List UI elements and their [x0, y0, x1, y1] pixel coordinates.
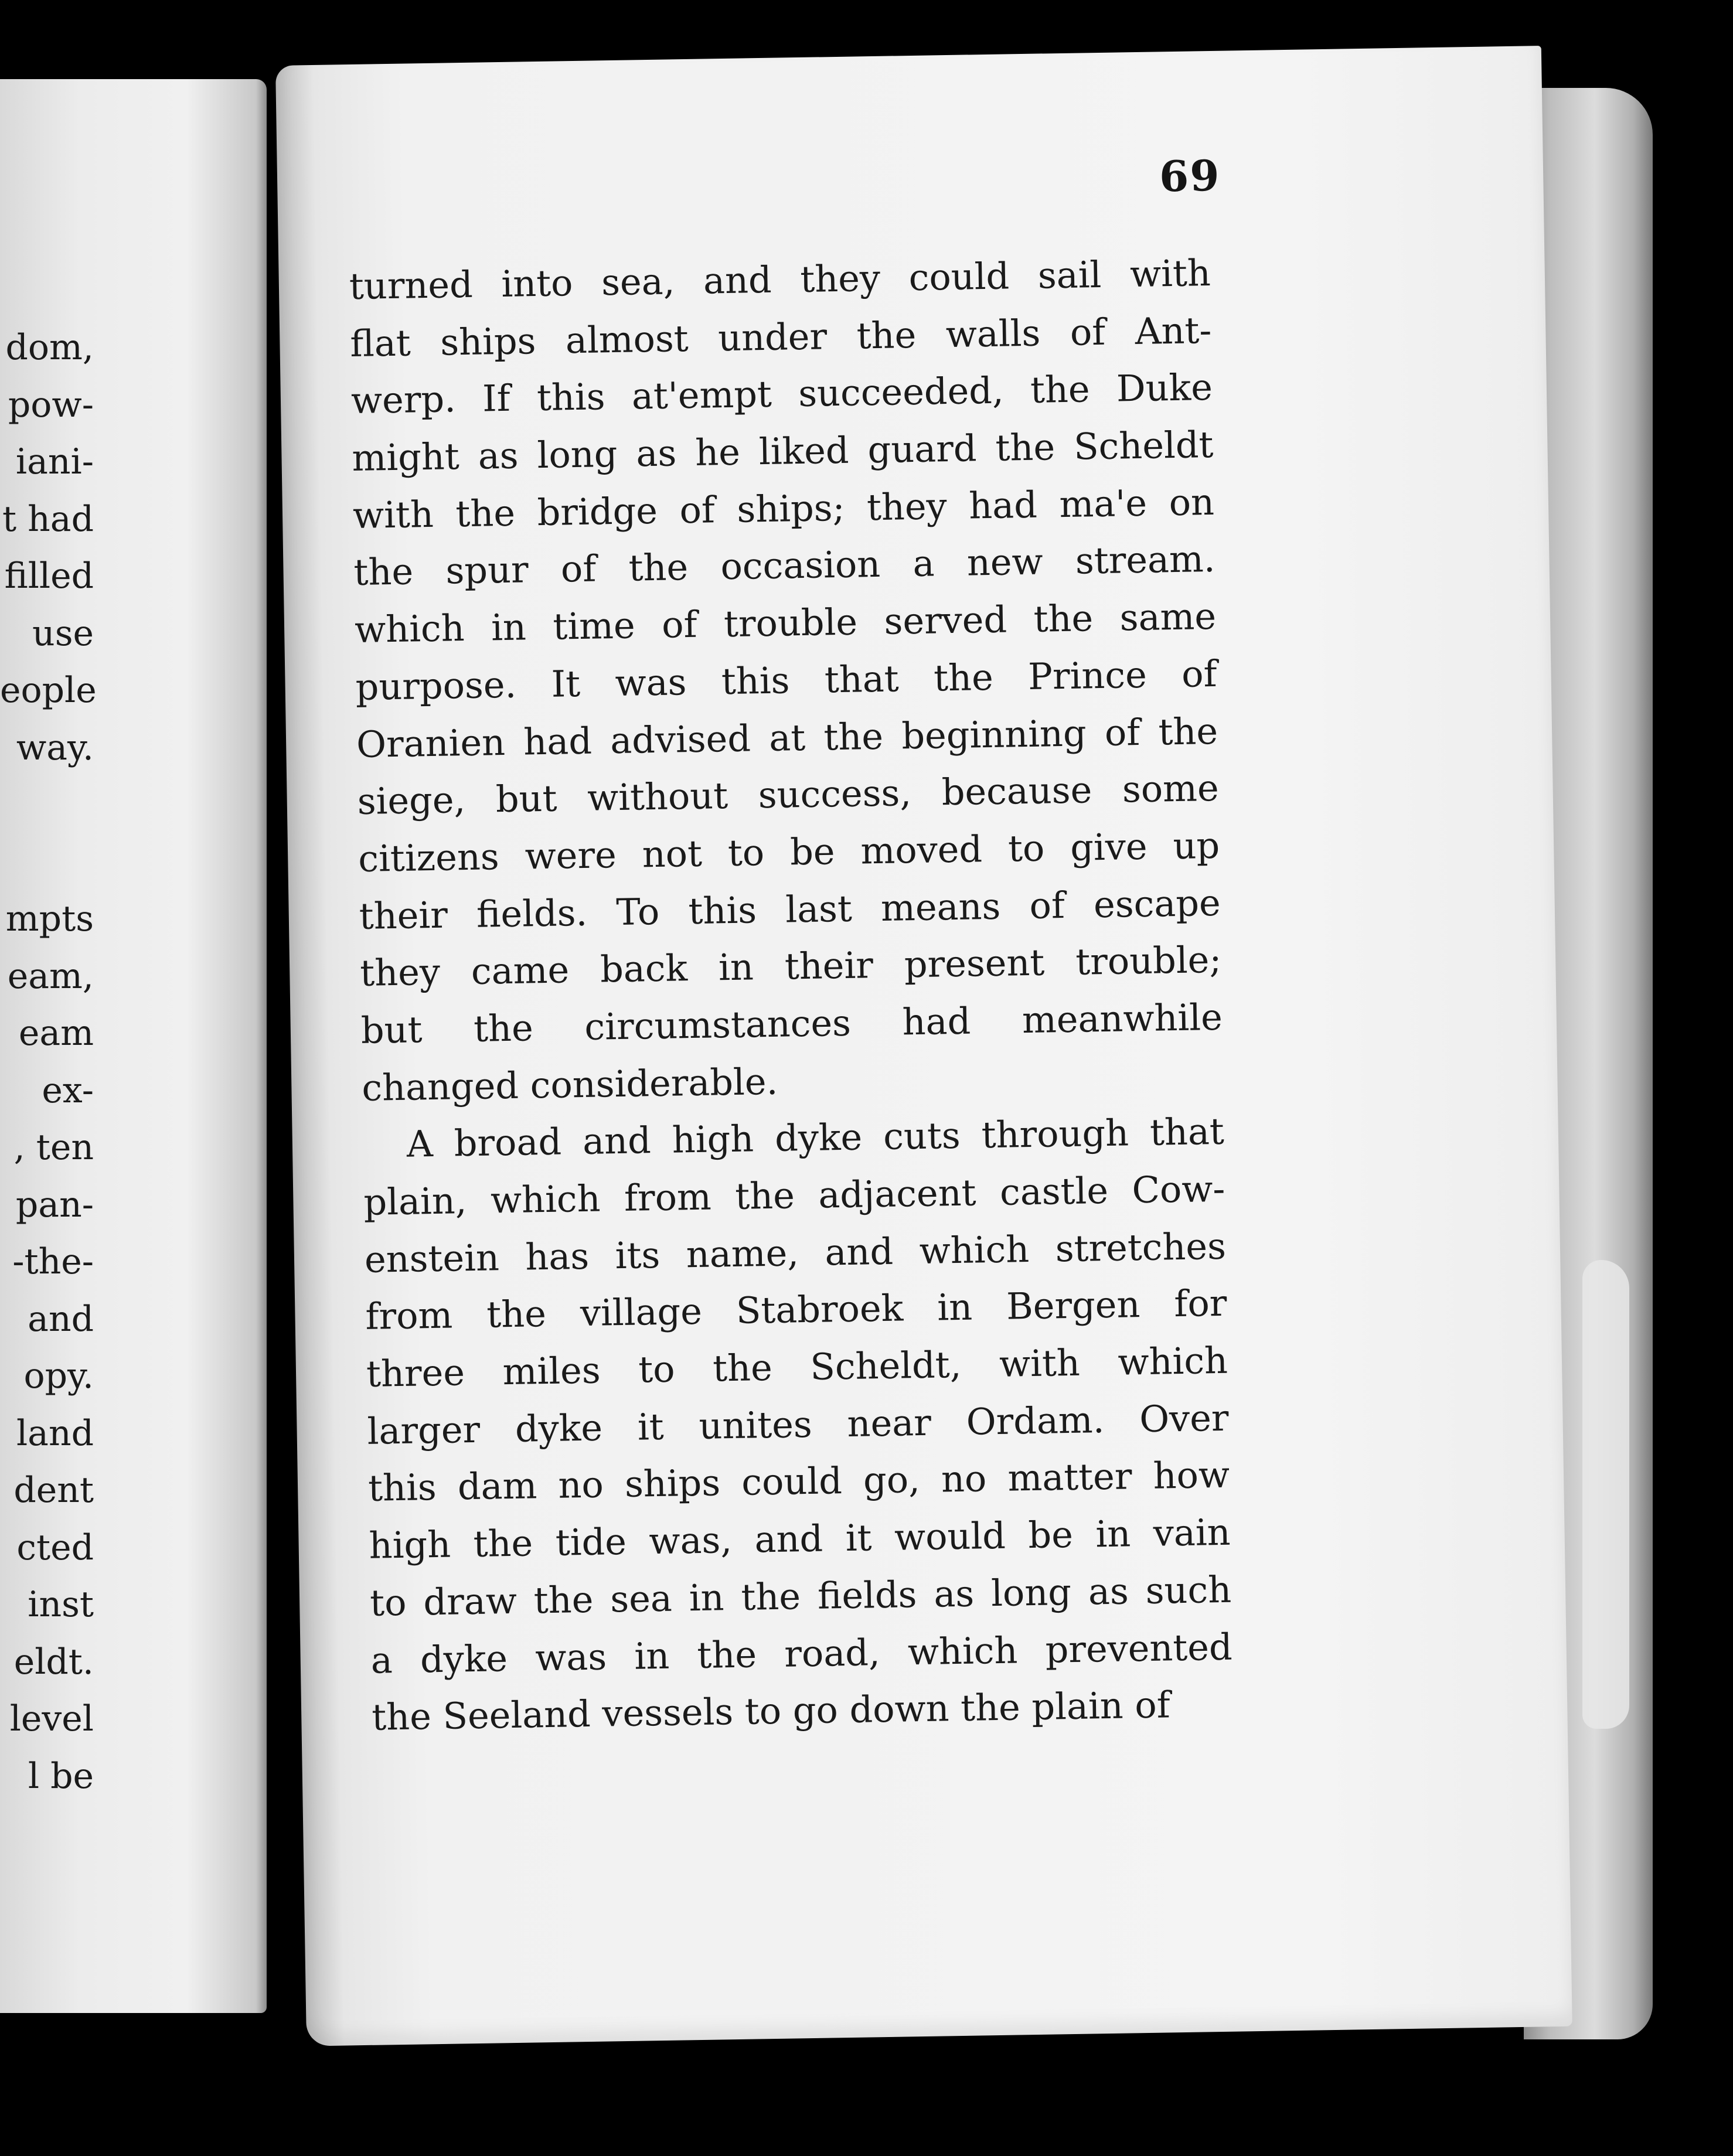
text-line: with the bridge of ships; they had ma'e on [352, 480, 1215, 537]
left-page-line: land [16, 1412, 94, 1454]
text-line: this dam no ships could go, no matter how [367, 1453, 1230, 1510]
text-line: their fields. To this last means of escape [359, 881, 1221, 938]
left-page-line: t had [2, 498, 94, 540]
left-page-line: eam [18, 1013, 94, 1054]
left-page-line: level [9, 1698, 94, 1739]
left-page-line: eldt. [13, 1641, 94, 1682]
text-line: citizens were not to be moved to give up [358, 823, 1220, 880]
text-line: werp. If this at'empt succeeded, the Duke [350, 366, 1213, 423]
text-line: enstein has its name, and which stretches [364, 1224, 1227, 1281]
text-line: the Seeland vessels to go down the plain of [371, 1683, 1171, 1739]
left-page-line: inst [28, 1584, 94, 1625]
text-line: from the village Stabroek in Bergen for [365, 1282, 1227, 1338]
text-line: they came back in their present trouble; [359, 938, 1222, 995]
page-number: 69 [1159, 150, 1221, 202]
left-page-line: and [28, 1298, 94, 1340]
left-page-line: way. [16, 727, 94, 768]
left-page-line: use [32, 612, 94, 654]
text-line: but the circumstances had meanwhile [360, 995, 1223, 1052]
text-line: A broad and high dyke cuts through that [406, 1110, 1225, 1166]
left-page-line: pow- [8, 384, 94, 425]
left-page-line: ex- [42, 1070, 94, 1111]
left-page-line: , ten [13, 1127, 94, 1168]
left-page-line: l be [28, 1755, 94, 1797]
text-line: plain, which from the adjacent castle Cow- [363, 1167, 1225, 1224]
text-line: to draw the sea in the fields as long as such [369, 1568, 1232, 1624]
left-page-text [0, 319, 97, 1805]
text-line: which in time of trouble served the same [354, 595, 1217, 652]
text-line: flat ships almost under the walls of Ant- [349, 308, 1212, 365]
left-page-line: dom, [5, 327, 94, 368]
left-page-line: eam, [7, 955, 94, 997]
text-line: a dyke was in the road, which prevented [370, 1625, 1233, 1682]
text-line: Oranien had advised at the beginning of the [356, 709, 1218, 766]
left-page-line: eople [0, 670, 97, 711]
text-line: three miles to the Scheldt, with which [366, 1338, 1228, 1395]
text-line: turned into sea, and they could sail with [349, 251, 1211, 308]
right-page [275, 46, 1572, 2046]
text-line: the spur of the occasion a new stream. [353, 537, 1216, 594]
text-line: high the tide was, and it would be in vain [369, 1510, 1231, 1567]
text-line: changed considerable. [361, 1060, 778, 1109]
left-page-line: opy. [23, 1355, 94, 1397]
text-line: might as long as he liked guard the Scheldt [351, 423, 1214, 480]
left-page-line: filled [4, 556, 94, 597]
left-page-line: -the- [12, 1241, 94, 1282]
body-text [349, 244, 1234, 1746]
left-page-line: iani- [15, 441, 94, 482]
text-line: larger dyke it unites near Ordam. Over [367, 1396, 1230, 1453]
left-page-line: cted [16, 1527, 94, 1568]
left-page-line: dent [13, 1470, 94, 1511]
torn-page-edge [1582, 1260, 1629, 1729]
text-line: siege, but without success, because some [357, 767, 1220, 823]
text-line: purpose. It was this that the Prince of [355, 652, 1218, 709]
left-page-line: mpts [5, 898, 94, 939]
left-page [0, 79, 267, 2013]
left-page-line: pan- [15, 1184, 94, 1225]
